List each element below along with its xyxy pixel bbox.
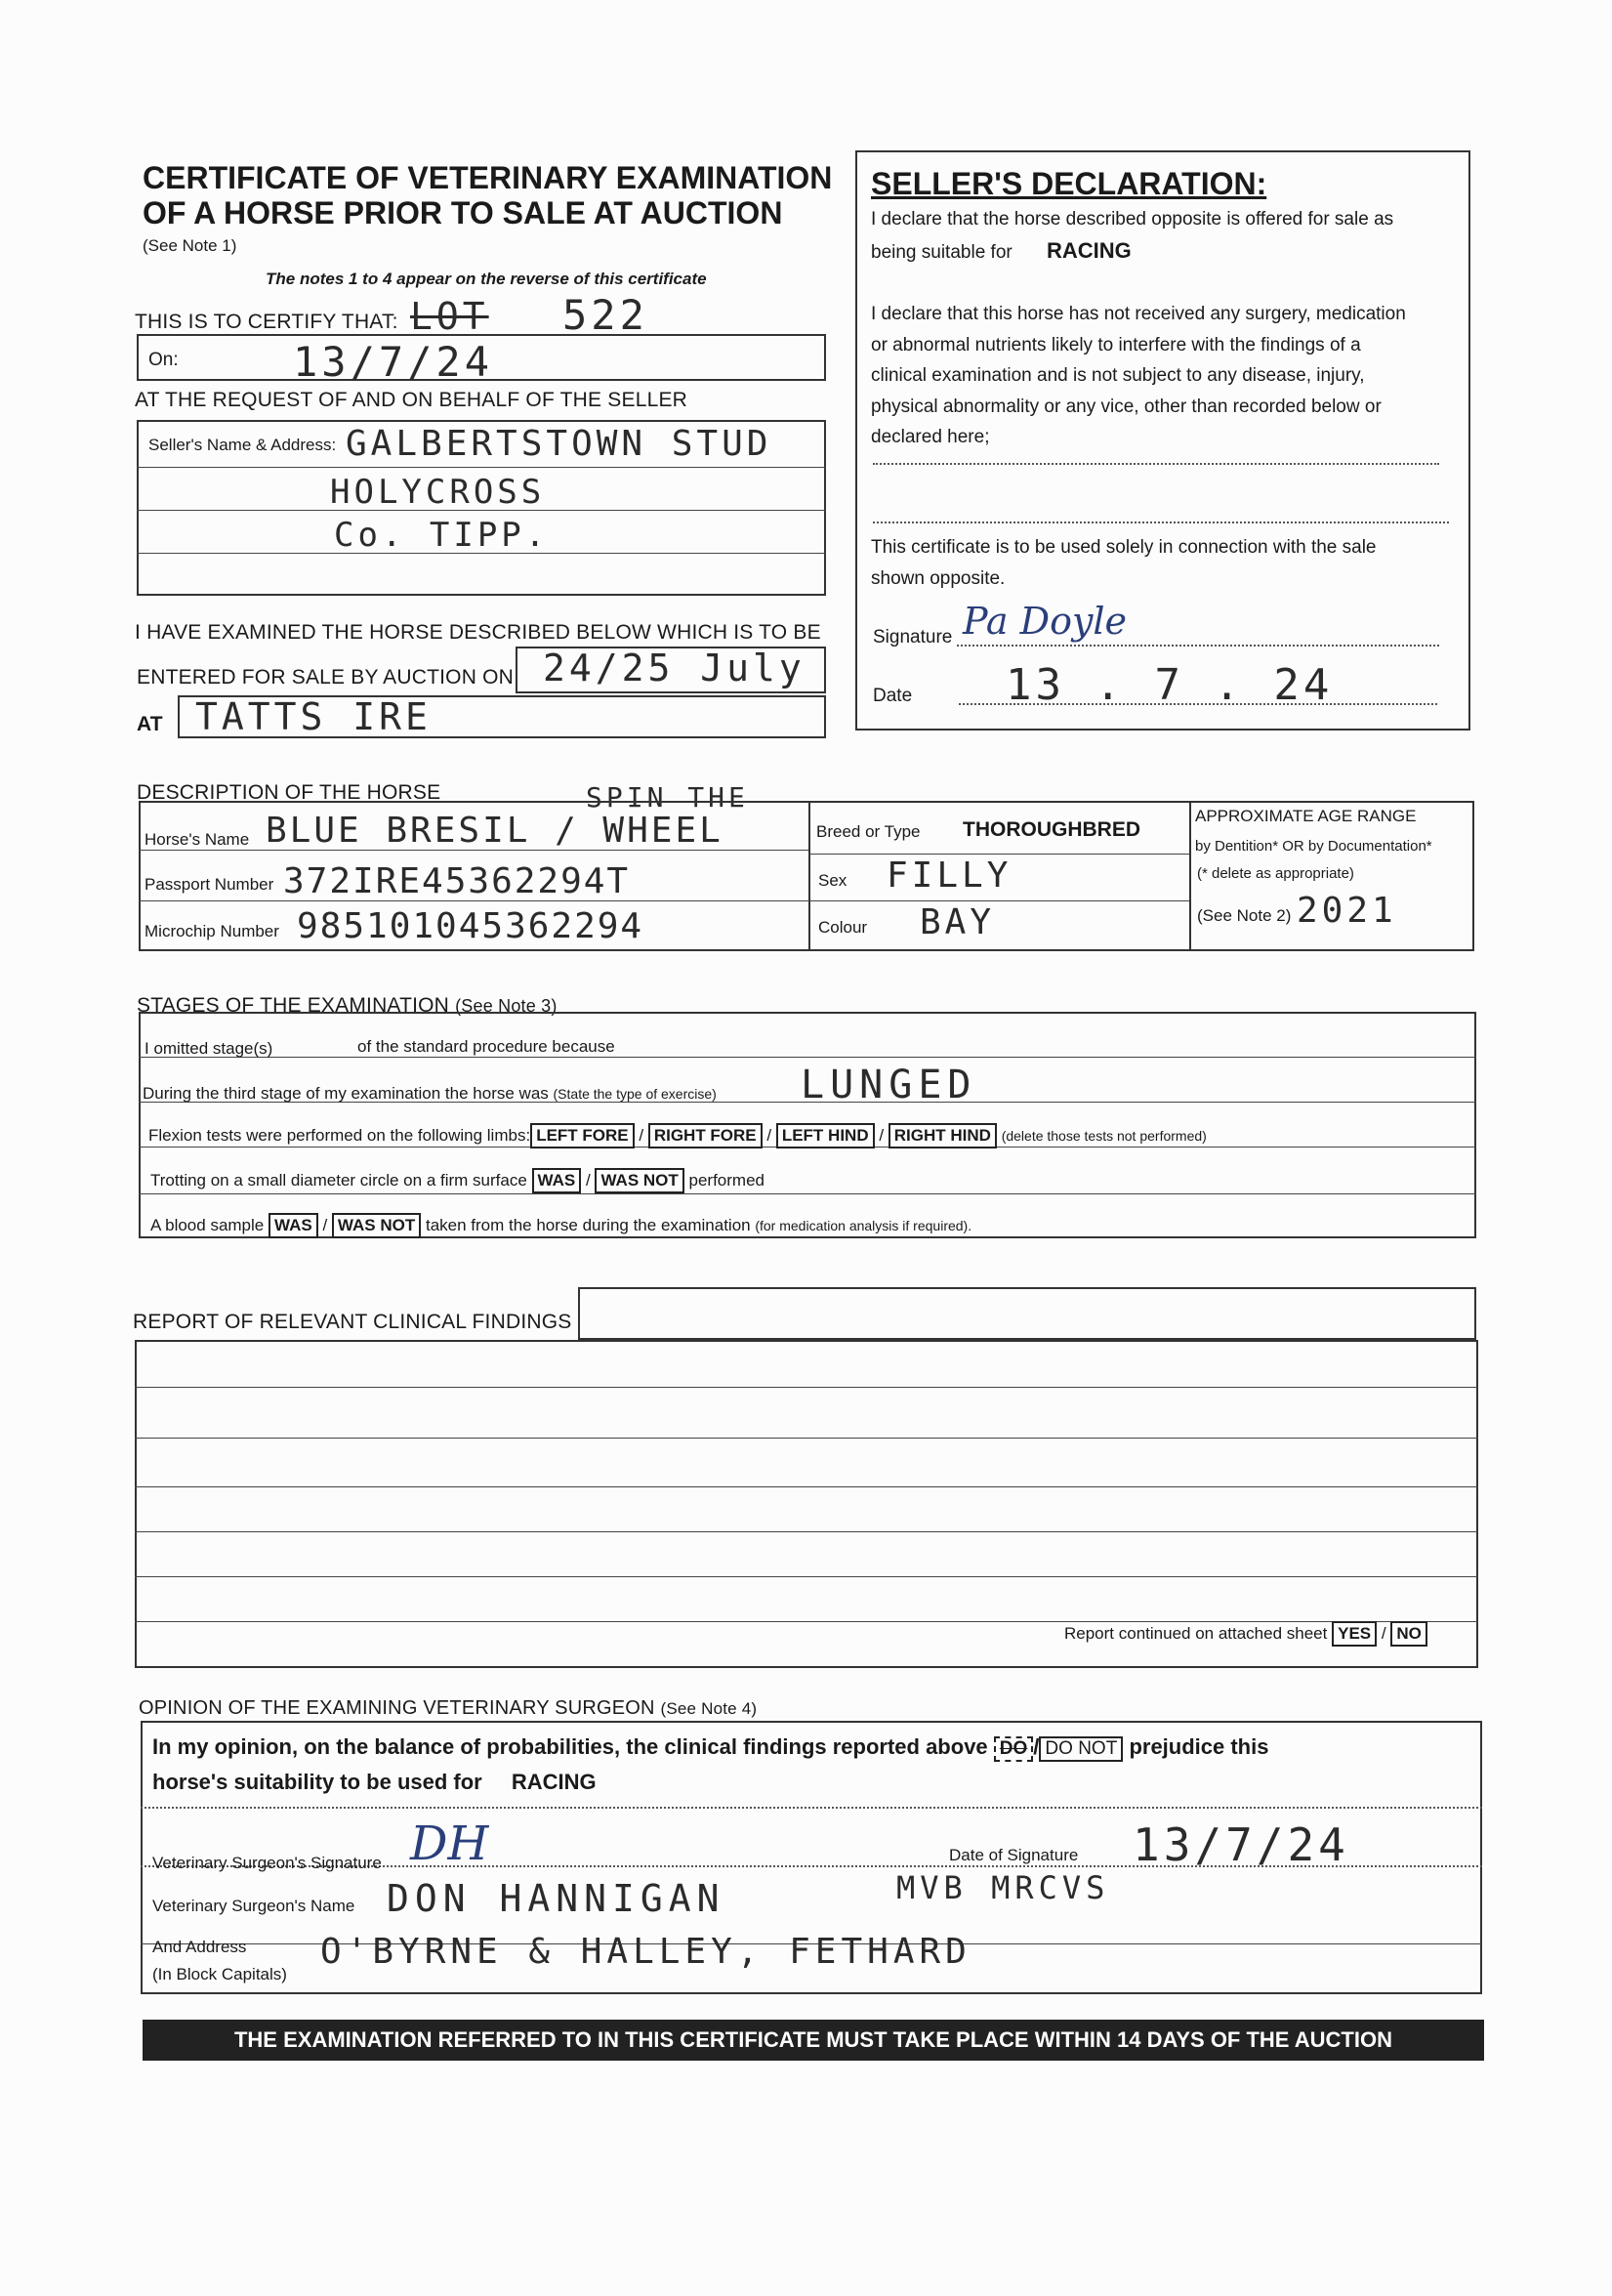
vet-date-value: 13/7/24 xyxy=(1133,1818,1349,1871)
opinion-heading-note: (See Note 4) xyxy=(660,1699,758,1718)
declaration-para2-line2: or abnormal nutrients likely to interfere with the findings of a xyxy=(871,334,1361,355)
footer-banner-text: THE EXAMINATION REFERRED TO IN THIS CERTIFICATE MUST TAKE PLACE WITHIN 14 DAYS OF THE AUCTION xyxy=(233,2027,1392,2052)
opinion-text-a: In my opinion, on the balance of probabilities, the clinical findings reported above xyxy=(152,1734,988,1759)
opinion-heading-text: OPINION OF THE EXAMINING VETERINARY SURGEON xyxy=(139,1697,655,1719)
passport-label: Passport Number xyxy=(145,875,274,894)
report-box xyxy=(135,1340,1478,1668)
description-heading: DESCRIPTION OF THE HORSE xyxy=(137,781,441,804)
flexion-label: Flexion tests were performed on the following limbs: xyxy=(148,1126,531,1145)
entered-label: ENTERED FOR SALE BY AUCTION ON xyxy=(137,666,515,689)
trotting-row: Trotting on a small diameter circle on a firm surface WAS / WAS NOT performed xyxy=(150,1168,765,1193)
horse-name-value: BLUE BRESIL / WHEEL xyxy=(266,811,723,851)
age-by: by Dentition* OR by Documentation* xyxy=(1195,838,1432,855)
footer-banner xyxy=(143,2020,1484,2061)
opinion-text-line2 xyxy=(152,1770,597,1795)
seller-line-3: Co. TIPP. xyxy=(334,516,550,555)
colour-label: Colour xyxy=(818,918,868,937)
third-stage-note: (State the type of exercise) xyxy=(553,1086,717,1102)
certify-label: THIS IS TO CERTIFY THAT: xyxy=(135,311,398,333)
declaration-para3a: This certificate is to be used solely in connection with the sale xyxy=(871,537,1377,558)
breed-value: THOROUGHBRED xyxy=(963,818,1140,841)
horse-name-above: SPIN THE xyxy=(586,781,749,814)
report-heading: REPORT OF RELEVANT CLINICAL FINDINGS xyxy=(133,1311,572,1333)
trotting-was-not[interactable]: WAS NOT xyxy=(595,1168,683,1193)
blood-note: (for medication analysis if required). xyxy=(755,1218,972,1233)
vet-address-label-2: (In Block Capitals) xyxy=(152,1965,287,1983)
declaration-para3b: shown opposite. xyxy=(871,568,1006,589)
vet-name-value: DON HANNIGAN xyxy=(387,1877,725,1920)
declaration-signature-label: Signature xyxy=(873,627,953,647)
vet-address-label-1: And Address xyxy=(152,1938,247,1956)
age-delete: (* delete as appropriate) xyxy=(1197,865,1354,882)
blood-label: A blood sample xyxy=(150,1216,265,1234)
limb-left-hind[interactable]: LEFT HIND xyxy=(776,1123,875,1148)
vet-date-label: Date of Signature xyxy=(949,1846,1079,1864)
vet-qualifications: MVB MRCVS xyxy=(896,1869,1110,1906)
opinion-text-line1: In my opinion, on the balance of probabilities, the clinical findings reported above DO / DO NOT prejudice this xyxy=(152,1734,1268,1762)
omitted-stage-label: I omitted stage(s) xyxy=(145,1039,273,1058)
notes-reference: The notes 1 to 4 appear on the reverse of this certificate xyxy=(266,270,707,288)
declaration-para1b: being suitable for xyxy=(871,242,1013,263)
report-continued-label: Report continued on attached sheet xyxy=(1064,1624,1328,1643)
age-value: 2021 xyxy=(1297,891,1397,931)
on-label: On: xyxy=(148,350,179,370)
opinion-text-c: horse's suitability to be used for xyxy=(152,1770,482,1794)
vet-signature-label: Veterinary Surgeon's Signature xyxy=(152,1854,382,1872)
declaration-para2-line3: clinical examination and is not subject to any disease, injury, xyxy=(871,365,1365,386)
limb-right-hind[interactable]: RIGHT HIND xyxy=(889,1123,997,1148)
declaration-para2 xyxy=(871,299,1406,453)
seller-name-label: Seller's Name & Address: xyxy=(148,436,337,454)
breed-label: Breed or Type xyxy=(816,822,921,841)
at-label: AT xyxy=(137,713,163,735)
on-date-value: 13/7/24 xyxy=(293,338,494,386)
auction-venue-value: TATTS IRE xyxy=(195,695,432,738)
third-stage-text: During the third stage of my examination the horse was xyxy=(143,1084,549,1103)
declaration-para2-line5: declared here; xyxy=(871,427,990,447)
seller-line-2: HOLYCROSS xyxy=(330,473,546,512)
third-stage-value: LUNGED xyxy=(801,1063,977,1107)
declaration-para2-line4: physical abnormality or any vice, other than recorded below or xyxy=(871,396,1382,417)
opinion-do-not[interactable]: DO NOT xyxy=(1039,1736,1123,1762)
certify-value: 522 xyxy=(562,291,648,339)
declaration-dotted-line-1 xyxy=(873,463,1439,465)
blood-row: A blood sample WAS / WAS NOT taken from the horse during the examination (for medication analysis if required). xyxy=(150,1213,971,1238)
flexion-note: (delete those tests not performed) xyxy=(1001,1128,1207,1144)
passport-value: 372IRE45362294T xyxy=(283,861,631,901)
report-header-box xyxy=(578,1287,1476,1340)
opinion-do[interactable]: DO xyxy=(994,1736,1034,1762)
trotting-was[interactable]: WAS xyxy=(532,1168,582,1193)
declaration-suitable-for: RACING xyxy=(1047,238,1132,263)
stages-heading-note: (See Note 3) xyxy=(455,996,558,1016)
declaration-para2-line1: I declare that this horse has not received any surgery, medication xyxy=(871,304,1406,324)
see-note-1: (See Note 1) xyxy=(143,236,237,255)
blood-text: taken from the horse during the examination xyxy=(425,1216,751,1234)
request-label: AT THE REQUEST OF AND ON BEHALF OF THE SELLER xyxy=(135,389,688,411)
colour-value: BAY xyxy=(920,902,996,942)
examined-label: I HAVE EXAMINED THE HORSE DESCRIBED BELOW WHICH IS TO BE xyxy=(135,621,821,644)
third-stage-label xyxy=(143,1084,717,1104)
declaration-date-value: 13 . 7 . 24 xyxy=(1006,660,1334,710)
opinion-suitable-for: RACING xyxy=(511,1770,597,1794)
declaration-para1a: I declare that the horse described opposite is offered for sale as xyxy=(871,209,1394,230)
opinion-heading xyxy=(139,1697,757,1720)
limb-left-fore[interactable]: LEFT FORE xyxy=(530,1123,634,1148)
trotting-performed: performed xyxy=(688,1171,765,1190)
declaration-dotted-line-2 xyxy=(873,522,1449,523)
trotting-label: Trotting on a small diameter circle on a firm surface xyxy=(150,1171,527,1190)
certificate-title xyxy=(143,160,832,230)
omitted-stage-reason: of the standard procedure because xyxy=(357,1037,615,1056)
opinion-text-b: prejudice this xyxy=(1129,1734,1269,1759)
stages-heading-text: STAGES OF THE EXAMINATION xyxy=(137,994,450,1017)
declaration-date-label: Date xyxy=(873,686,913,706)
vet-signature: DH xyxy=(410,1816,489,1871)
report-continued-row: Report continued on attached sheet YES / NO xyxy=(1064,1621,1427,1647)
certify-value-struck: LOT xyxy=(410,295,489,338)
vet-address-value: O'BYRNE & HALLEY, FETHARD xyxy=(320,1932,971,1972)
seller-declaration-heading: SELLER'S DECLARATION: xyxy=(871,166,1267,201)
declaration-signature: Pa Doyle xyxy=(963,600,1128,643)
flexion-row: Flexion tests were performed on the following limbs: LEFT FORE / RIGHT FORE / LEFT HIND / RIGHT HIND (delete those tests not performed) xyxy=(148,1123,1207,1148)
horse-name-label: Horse's Name xyxy=(145,830,250,849)
age-heading: APPROXIMATE AGE RANGE xyxy=(1195,807,1417,825)
sex-value: FILLY xyxy=(887,856,1013,896)
age-note: (See Note 2) xyxy=(1197,906,1292,925)
report-yes[interactable]: YES xyxy=(1332,1621,1377,1647)
auction-date-value: 24/25 July xyxy=(543,647,806,689)
microchip-value: 985101045362294 xyxy=(297,906,644,946)
certificate-title-line2: OF A HORSE PRIOR TO SALE AT AUCTION xyxy=(143,195,783,230)
sex-label: Sex xyxy=(818,871,847,890)
seller-line-1: GALBERTSTOWN STUD xyxy=(346,424,772,464)
blood-was[interactable]: WAS xyxy=(269,1213,318,1238)
limb-right-fore[interactable]: RIGHT FORE xyxy=(648,1123,763,1148)
blood-was-not[interactable]: WAS NOT xyxy=(332,1213,421,1238)
report-no[interactable]: NO xyxy=(1390,1621,1427,1647)
certificate-title-line1: CERTIFICATE OF VETERINARY EXAMINATION xyxy=(143,160,833,195)
vet-name-label: Veterinary Surgeon's Name xyxy=(152,1897,355,1915)
microchip-label: Microchip Number xyxy=(145,922,279,940)
